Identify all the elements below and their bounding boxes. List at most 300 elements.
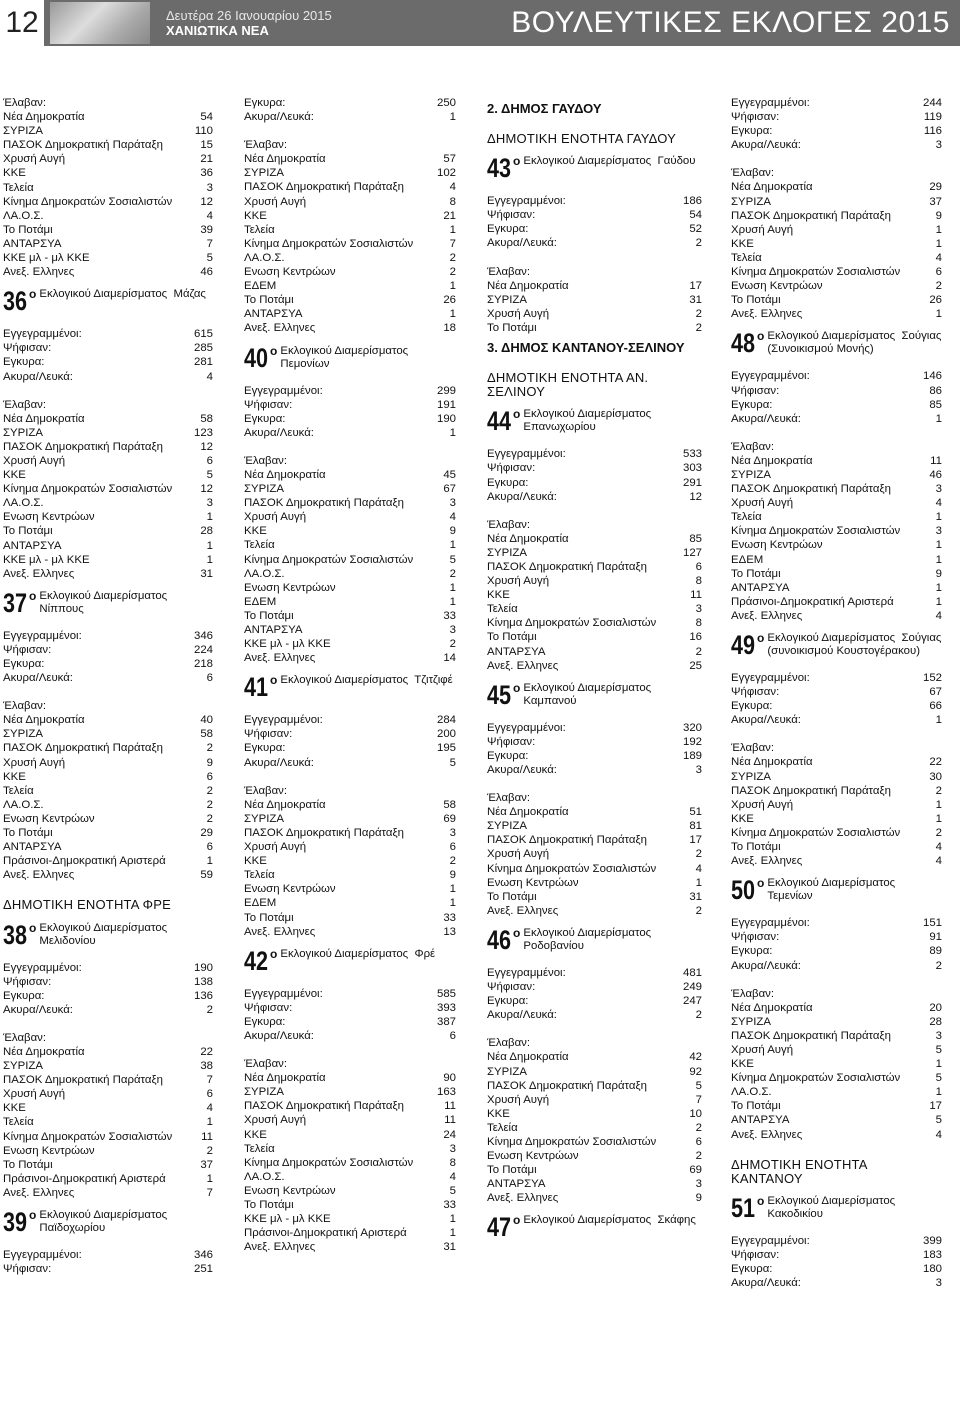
party-row bbox=[487, 904, 702, 918]
district-name: Μάζας bbox=[173, 288, 206, 301]
party-name: ΠΑΣΟΚ Δημοκρατική Παράταξη bbox=[731, 784, 891, 797]
party-votes: 163 bbox=[436, 1086, 456, 1099]
district-number: 50 bbox=[731, 875, 756, 906]
party-row bbox=[487, 307, 702, 321]
ordinal-mark: ο bbox=[270, 673, 278, 688]
district-name: Καμπανού bbox=[523, 694, 577, 707]
stat-value: 85 bbox=[929, 398, 942, 411]
stat-value: 244 bbox=[922, 97, 942, 109]
district-number: 48 bbox=[731, 328, 756, 359]
stat-row bbox=[487, 236, 702, 250]
stat-value: 86 bbox=[929, 384, 942, 397]
ordinal-mark: ο bbox=[757, 631, 765, 645]
stat-label: Εγκυρα: bbox=[3, 989, 45, 1002]
stat-label: Εγγεγραμμένοι: bbox=[731, 917, 810, 930]
stat-row bbox=[731, 916, 942, 930]
stat-label: Ψήφισαν: bbox=[731, 931, 780, 944]
stat-label: Εγγεγραμμένοι: bbox=[3, 629, 82, 642]
stat-value: 146 bbox=[922, 370, 942, 383]
stat-label: Εγγεγραμμένοι: bbox=[731, 97, 810, 109]
party-votes: 1 bbox=[449, 223, 456, 236]
district-heading bbox=[731, 1194, 942, 1222]
party-votes: 127 bbox=[682, 546, 702, 559]
stat-row bbox=[3, 1003, 213, 1017]
district-subtitle: (Συνοικισμού Μονής) bbox=[767, 343, 874, 356]
stat-label: Ψήφισαν: bbox=[731, 384, 780, 397]
party-votes: 2 bbox=[695, 1150, 702, 1163]
ordinal-mark: ο bbox=[757, 329, 765, 344]
party-row bbox=[731, 510, 942, 524]
stat-label: Ψήφισαν: bbox=[244, 728, 293, 741]
party-name: Νέα Δημοκρατία bbox=[487, 1051, 569, 1064]
spacer bbox=[487, 251, 702, 265]
party-name: ΛΑ.Ο.Σ. bbox=[244, 251, 285, 264]
stat-label: Εγγεγραμμένοι: bbox=[731, 1234, 810, 1247]
party-name: Ανεξ. Ελληνες bbox=[244, 1241, 316, 1254]
party-row bbox=[244, 237, 456, 251]
party-name: ΠΑΣΟΚ Δημοκρατική Παράταξη bbox=[3, 742, 163, 755]
party-votes: 12 bbox=[200, 483, 213, 496]
party-name: Χρυσή Αυγή bbox=[244, 841, 307, 854]
stat-value: 585 bbox=[436, 987, 456, 1000]
party-row bbox=[731, 755, 942, 769]
stat-row bbox=[244, 110, 456, 124]
party-votes: 1 bbox=[206, 1172, 213, 1185]
ordinal-mark: ο bbox=[513, 680, 521, 695]
stat-label: Εγκυρα: bbox=[3, 356, 45, 369]
stat-row bbox=[244, 741, 456, 755]
party-name: Το Ποτάμι bbox=[487, 890, 537, 903]
party-name: ΕΔΕΜ bbox=[244, 595, 277, 608]
party-name: Νέα Δημοκρατία bbox=[244, 468, 326, 481]
party-row bbox=[731, 524, 942, 538]
district-heading bbox=[487, 407, 702, 435]
party-row bbox=[244, 581, 456, 595]
stat-row bbox=[731, 1276, 942, 1290]
party-row bbox=[731, 553, 942, 567]
party-name: Πράσινοι-Δημοκρατική Αριστερά bbox=[731, 595, 894, 608]
party-votes: 102 bbox=[436, 167, 456, 180]
party-name: Κίνημα Δημοκρατών Σοσιαλιστών bbox=[731, 266, 901, 279]
party-row bbox=[731, 293, 942, 307]
stat-value: 1 bbox=[449, 426, 456, 439]
party-row bbox=[3, 265, 213, 279]
party-votes: 11 bbox=[690, 589, 702, 602]
party-name: Πράσινοι-Δημοκρατική Αριστερά bbox=[244, 1227, 407, 1240]
party-name: Νέα Δημοκρατία bbox=[731, 454, 813, 467]
received-label: Έλαβαν: bbox=[487, 518, 531, 531]
party-name: ΛΑ.Ο.Σ. bbox=[244, 1170, 285, 1183]
stat-value: 2 bbox=[206, 1003, 213, 1016]
stat-row bbox=[244, 1001, 456, 1015]
stat-row bbox=[731, 124, 942, 138]
received-label: Έλαβαν: bbox=[487, 792, 531, 805]
party-row bbox=[487, 1135, 702, 1149]
stat-row bbox=[244, 756, 456, 770]
party-votes: 1 bbox=[935, 553, 942, 566]
party-name: ΑΝΤΑΡΣΥΑ bbox=[731, 1114, 790, 1127]
stat-row bbox=[3, 975, 213, 989]
received-label: Έλαβαν: bbox=[487, 1037, 531, 1050]
party-name: ΣΥΡΙΖΑ bbox=[487, 1065, 527, 1078]
party-votes: 21 bbox=[200, 153, 213, 166]
stat-row bbox=[731, 398, 942, 412]
party-row bbox=[3, 1186, 213, 1200]
party-votes: 123 bbox=[193, 426, 213, 439]
party-name: ΚΚΕ bbox=[3, 1102, 26, 1115]
party-votes: 7 bbox=[206, 1074, 213, 1087]
district-title bbox=[523, 682, 702, 708]
party-votes: 11 bbox=[201, 1130, 213, 1143]
party-name: Κίνημα Δημοκρατών Σοσιαλιστών bbox=[3, 1130, 173, 1143]
district-subtitle: (συνοικισμού Κουστογέρακου) bbox=[767, 645, 921, 657]
party-votes: 4 bbox=[449, 1170, 456, 1183]
party-row bbox=[244, 637, 456, 651]
district-number: 40 bbox=[244, 342, 269, 373]
page-header bbox=[0, 0, 960, 46]
party-name: Τελεία bbox=[244, 539, 275, 552]
party-row bbox=[244, 1099, 456, 1113]
party-row bbox=[3, 826, 213, 840]
party-row bbox=[487, 588, 702, 602]
party-name: Νέα Δημοκρατία bbox=[731, 756, 813, 769]
party-row bbox=[244, 854, 456, 868]
party-row bbox=[731, 454, 942, 468]
party-row bbox=[3, 223, 213, 237]
party-name: ΕΔΕΜ bbox=[731, 553, 764, 566]
party-name: ΣΥΡΙΖΑ bbox=[244, 483, 284, 496]
party-votes: 69 bbox=[443, 812, 456, 825]
party-name: Ανεξ. Ελληνες bbox=[731, 609, 803, 622]
party-votes: 4 bbox=[935, 609, 942, 622]
party-name: Χρυσή Αυγή bbox=[244, 1114, 307, 1127]
stat-row bbox=[731, 412, 942, 426]
stat-value: 303 bbox=[682, 462, 702, 475]
party-row bbox=[3, 124, 213, 138]
district-name: Μελιδονίου bbox=[39, 934, 96, 947]
party-votes: 1 bbox=[449, 1213, 456, 1226]
stat-row bbox=[731, 384, 942, 398]
party-name: Ανεξ. Ελληνες bbox=[3, 1186, 75, 1199]
stat-row bbox=[731, 713, 942, 727]
party-votes: 4 bbox=[449, 181, 456, 194]
stat-label: Εγγεγραμμένοι: bbox=[244, 714, 323, 727]
party-row bbox=[731, 265, 942, 279]
party-row bbox=[3, 840, 213, 854]
party-name: Τελεία bbox=[3, 784, 34, 797]
party-name: ΚΚΕ bbox=[244, 209, 267, 222]
party-row bbox=[3, 510, 213, 524]
stat-label: Ακυρα/Λευκά: bbox=[3, 370, 73, 383]
party-name: Κίνημα Δημοκρατών Σοσιαλιστών bbox=[731, 826, 901, 839]
party-votes: 2 bbox=[935, 826, 942, 839]
stat-row bbox=[731, 1262, 942, 1276]
district-number: 41 bbox=[244, 672, 269, 703]
party-row bbox=[487, 1163, 702, 1177]
stat-row bbox=[487, 194, 702, 208]
party-votes: 67 bbox=[443, 483, 456, 496]
party-votes: 2 bbox=[206, 798, 213, 811]
party-votes: 92 bbox=[689, 1065, 702, 1078]
ordinal-mark: ο bbox=[513, 925, 521, 940]
stat-row bbox=[244, 727, 456, 741]
party-name: Χρυσή Αυγή bbox=[3, 756, 66, 769]
party-votes: 26 bbox=[929, 294, 942, 307]
party-row bbox=[3, 251, 213, 265]
party-row bbox=[3, 798, 213, 812]
ordinal-mark: ο bbox=[757, 876, 765, 891]
district-name: Γαύδου bbox=[657, 155, 696, 168]
stat-value: 192 bbox=[682, 735, 702, 748]
received-label: Έλαβαν: bbox=[731, 167, 775, 180]
party-row bbox=[731, 209, 942, 223]
party-row bbox=[244, 882, 456, 896]
party-name: Κίνημα Δημοκρατών Σοσιαλιστών bbox=[487, 1135, 657, 1148]
party-name: Κίνημα Δημοκρατών Σοσιαλιστών bbox=[487, 862, 657, 875]
party-votes: 2 bbox=[206, 742, 213, 755]
district-prefix: Εκλογικού Διαμερίσματος bbox=[280, 947, 409, 960]
party-votes: 28 bbox=[929, 1015, 942, 1028]
party-row bbox=[487, 560, 702, 574]
party-votes: 9 bbox=[935, 209, 942, 222]
party-votes: 9 bbox=[695, 1192, 702, 1205]
stat-value: 200 bbox=[436, 728, 456, 741]
stat-label: Εγκυρα: bbox=[3, 658, 45, 670]
district-name-line bbox=[523, 1214, 696, 1227]
party-votes: 2 bbox=[449, 266, 456, 279]
stat-value: 284 bbox=[436, 714, 456, 727]
ordinal-mark: ο bbox=[757, 1193, 765, 1208]
stat-value: 136 bbox=[193, 989, 213, 1002]
party-votes: 37 bbox=[929, 195, 942, 208]
party-row bbox=[244, 1184, 456, 1198]
party-row bbox=[3, 567, 213, 581]
district-name-line bbox=[280, 345, 456, 371]
stat-label: Ακυρα/Λευκά: bbox=[244, 756, 314, 769]
party-votes: 6 bbox=[935, 266, 942, 279]
party-name: ΣΥΡΙΖΑ bbox=[244, 1086, 284, 1099]
stat-label: Εγκυρα: bbox=[731, 1263, 773, 1275]
stat-label: Εγκυρα: bbox=[731, 945, 773, 958]
stat-label: Ψήφισαν: bbox=[244, 1001, 293, 1014]
stat-value: 180 bbox=[922, 1263, 942, 1275]
party-votes: 6 bbox=[206, 454, 213, 467]
party-name: ΣΥΡΙΖΑ bbox=[487, 820, 527, 833]
party-votes: 12 bbox=[200, 440, 213, 453]
stat-label: Εγκυρα: bbox=[244, 97, 286, 109]
party-votes: 7 bbox=[695, 1093, 702, 1106]
party-votes: 81 bbox=[689, 820, 702, 833]
district-name: Νίππους bbox=[39, 602, 84, 615]
party-votes: 110 bbox=[194, 125, 213, 138]
party-votes: 58 bbox=[200, 412, 213, 425]
spacer bbox=[487, 1022, 702, 1036]
party-row bbox=[3, 1101, 213, 1115]
party-name: ΣΥΡΙΖΑ bbox=[731, 468, 771, 481]
party-votes: 3 bbox=[935, 525, 942, 538]
stat-label: Εγκυρα: bbox=[487, 223, 529, 236]
party-name: ΣΥΡΙΖΑ bbox=[731, 195, 771, 208]
stat-label: Ακυρα/Λευκά: bbox=[244, 1029, 314, 1042]
party-votes: 2 bbox=[449, 567, 456, 580]
stat-value: 218 bbox=[193, 658, 213, 670]
party-row bbox=[3, 1172, 213, 1186]
party-name: Νέα Δημοκρατία bbox=[3, 111, 85, 124]
stat-row bbox=[3, 961, 213, 975]
stat-row bbox=[487, 476, 702, 490]
party-votes: 5 bbox=[935, 1114, 942, 1127]
party-votes: 2 bbox=[206, 784, 213, 797]
party-row bbox=[3, 553, 213, 567]
party-votes: 5 bbox=[206, 469, 213, 482]
stat-row bbox=[244, 426, 456, 440]
stat-row bbox=[244, 384, 456, 398]
party-row bbox=[487, 532, 702, 546]
stat-row bbox=[731, 369, 942, 383]
stat-row bbox=[731, 699, 942, 713]
party-name: ΠΑΣΟΚ Δημοκρατική Παράταξη bbox=[244, 181, 404, 194]
stat-label: Ψήφισαν: bbox=[487, 735, 536, 748]
party-name: Χρυσή Αυγή bbox=[731, 798, 794, 811]
party-row bbox=[244, 567, 456, 581]
party-votes: 59 bbox=[200, 869, 213, 882]
party-votes: 3 bbox=[695, 603, 702, 616]
page-number: 12 bbox=[0, 0, 44, 46]
party-row bbox=[3, 713, 213, 727]
district-name-line bbox=[39, 288, 206, 301]
district-name-line bbox=[280, 948, 435, 961]
party-name: Το Ποτάμι bbox=[3, 1158, 53, 1171]
party-row bbox=[3, 110, 213, 124]
party-name: ΚΚΕ bbox=[731, 1058, 754, 1071]
stat-label: Ψήφισαν: bbox=[3, 975, 52, 988]
district-name: Πεμονίων bbox=[280, 357, 330, 370]
spacer bbox=[3, 384, 213, 398]
ordinal-mark: ο bbox=[270, 343, 278, 358]
stat-value: 190 bbox=[193, 961, 213, 974]
party-votes: 10 bbox=[689, 1107, 702, 1120]
party-row bbox=[244, 293, 456, 307]
party-votes: 17 bbox=[929, 1100, 942, 1113]
stat-value: 67 bbox=[929, 686, 942, 699]
party-name: Τελεία bbox=[244, 1142, 275, 1155]
ordinal-mark: ο bbox=[29, 588, 37, 603]
party-row bbox=[731, 1071, 942, 1085]
stat-label: Ψήφισαν: bbox=[3, 643, 52, 656]
party-votes: 3 bbox=[449, 1142, 456, 1155]
party-votes: 3 bbox=[935, 483, 942, 496]
party-row bbox=[3, 195, 213, 209]
party-row bbox=[3, 440, 213, 454]
party-name: ΛΑ.Ο.Σ. bbox=[3, 209, 44, 222]
stat-label: Ακυρα/Λευκά: bbox=[731, 959, 801, 972]
district-heading bbox=[731, 631, 942, 659]
results-block bbox=[731, 671, 942, 868]
received-label: Έλαβαν: bbox=[487, 265, 531, 278]
party-votes: 1 bbox=[935, 812, 942, 825]
party-name: Τελεία bbox=[3, 1116, 34, 1129]
party-votes: 14 bbox=[443, 652, 456, 665]
party-name: ΚΚΕ bbox=[3, 167, 26, 180]
district-prefix: Εκλογικού Διαμερίσματος bbox=[280, 674, 409, 687]
district-name-line bbox=[523, 682, 702, 708]
party-name: ΑΝΤΑΡΣΥΑ bbox=[3, 237, 62, 250]
party-name: ΠΑΣΟΚ Δημοκρατική Παράταξη bbox=[3, 139, 163, 152]
stat-value: 195 bbox=[436, 742, 456, 755]
stat-label: Ακυρα/Λευκά: bbox=[487, 490, 557, 503]
party-name: Το Ποτάμι bbox=[3, 827, 53, 840]
party-votes: 2 bbox=[695, 904, 702, 917]
party-row bbox=[487, 659, 702, 673]
party-row bbox=[487, 819, 702, 833]
party-votes: 8 bbox=[695, 617, 702, 630]
stat-value: 285 bbox=[193, 342, 213, 355]
party-votes: 4 bbox=[206, 209, 213, 222]
municipal-unit-heading: ΔΗΜΟΤΙΚΗ ΕΝΟΤΗΤΑ ΦΡΕ bbox=[3, 897, 171, 913]
stat-label: Ψήφισαν: bbox=[731, 1248, 780, 1261]
newspaper-name: ΧΑΝΙΩΤΙΚΑ ΝΕΑ bbox=[166, 23, 269, 38]
party-name: Νέα Δημοκρατία bbox=[731, 1001, 813, 1014]
party-name: Κίνημα Δημοκρατών Σοσιαλιστών bbox=[487, 617, 657, 630]
district-name-line bbox=[523, 155, 695, 168]
party-votes: 6 bbox=[206, 770, 213, 783]
party-votes: 31 bbox=[689, 293, 702, 306]
stat-row bbox=[244, 1015, 456, 1029]
stat-row bbox=[487, 994, 702, 1008]
party-row bbox=[244, 812, 456, 826]
district-name: Σούγιας bbox=[901, 632, 942, 644]
stat-row bbox=[244, 1029, 456, 1043]
party-row bbox=[731, 251, 942, 265]
party-name: ΑΝΤΑΡΣΥΑ bbox=[3, 539, 62, 552]
district-name: Κακοδικίου bbox=[767, 1207, 823, 1220]
stat-label: Ακυρα/Λευκά: bbox=[731, 412, 801, 425]
party-name: Κίνημα Δημοκρατών Σοσιαλιστών bbox=[731, 525, 901, 538]
party-votes: 45 bbox=[443, 468, 456, 481]
stat-label: Ψήφισαν: bbox=[487, 209, 536, 222]
district-heading bbox=[731, 329, 942, 357]
party-row bbox=[731, 1057, 942, 1071]
stat-label: Ακυρα/Λευκά: bbox=[487, 1009, 557, 1022]
party-row bbox=[487, 1050, 702, 1064]
stat-value: 387 bbox=[436, 1015, 456, 1028]
ballot-box-image bbox=[50, 2, 150, 44]
stat-value: 116 bbox=[923, 125, 942, 138]
stat-label: Εγγεγραμμένοι: bbox=[731, 672, 810, 684]
party-row bbox=[731, 279, 942, 293]
stat-row bbox=[244, 412, 456, 426]
party-name: Το Ποτάμι bbox=[3, 223, 53, 236]
party-row bbox=[731, 195, 942, 209]
party-votes: 1 bbox=[449, 595, 456, 608]
party-votes: 15 bbox=[200, 139, 213, 152]
party-row bbox=[731, 1029, 942, 1043]
party-row bbox=[3, 138, 213, 152]
party-votes: 58 bbox=[200, 728, 213, 741]
stat-value: 291 bbox=[682, 476, 702, 489]
stat-value: 5 bbox=[449, 756, 456, 769]
party-votes: 1 bbox=[935, 1058, 942, 1071]
party-row bbox=[731, 595, 942, 609]
party-votes: 46 bbox=[200, 266, 213, 279]
party-row bbox=[3, 1130, 213, 1144]
party-votes: 4 bbox=[935, 1128, 942, 1141]
ordinal-mark: ο bbox=[513, 407, 521, 422]
district-number: 44 bbox=[487, 406, 512, 437]
party-votes: 2 bbox=[449, 855, 456, 868]
party-row bbox=[731, 237, 942, 251]
party-name: Το Ποτάμι bbox=[487, 321, 537, 334]
